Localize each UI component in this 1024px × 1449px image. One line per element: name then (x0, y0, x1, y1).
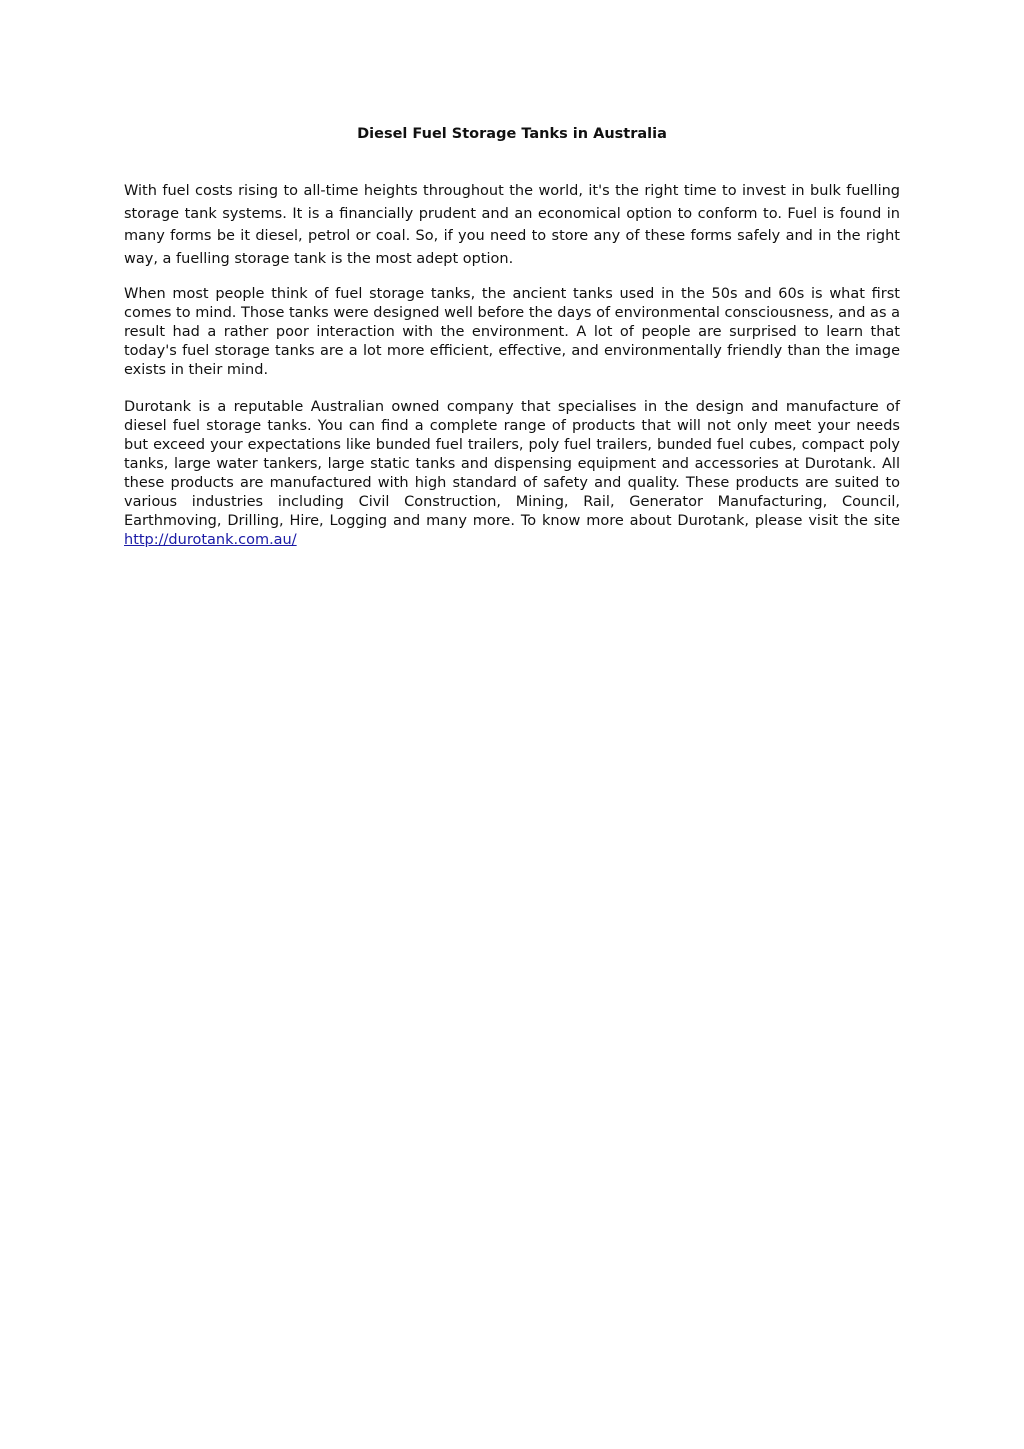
paragraph-history: When most people think of fuel storage tanks, the ancient tanks used in the 50s and 60s is what first comes to mind. Those tanks were designed well before the days of environmental consciousness, and as a result had a rather poor interaction with the environment. A lot of people are surprised to learn that today's fuel storage tanks are a lot more efficient, effective, and environmentally friendly than the image exists in their mind. (124, 286, 900, 378)
paragraph-durotank-text: Durotank is a reputable Australian owned company that specialises in the design and manufacture of diesel fuel storage tanks. You can find a complete range of products that will not only meet your needs but exceed your expectations like bunded fuel trailers, poly fuel trailers, bunded fuel cubes, compact poly tanks, large water tankers, large static tanks and dispensing equipment and accessories at Durotank. All these products are manufactured with high standard of safety and quality. These products are suited to various industries including Civil Construction, Mining, Rail, Generator Manufacturing, Council, Earthmoving, Drilling, Hire, Logging and many more. To know more about Durotank, please visit the site (124, 399, 900, 529)
durotank-website-link[interactable]: http://durotank.com.au/ (124, 532, 297, 548)
paragraph-intro: With fuel costs rising to all-time heights throughout the world, it's the right time to invest in bulk fuelling storage tank systems. It is a financially prudent and an economical option to conform to. Fuel is found in many forms be it diesel, petrol or coal. So, if you need to store any of these forms safely and in the right way, a fuelling storage tank is the most adept option. (124, 183, 900, 267)
paragraph-durotank (124, 398, 900, 550)
document-title: Diesel Fuel Storage Tanks in Australia (357, 126, 667, 142)
